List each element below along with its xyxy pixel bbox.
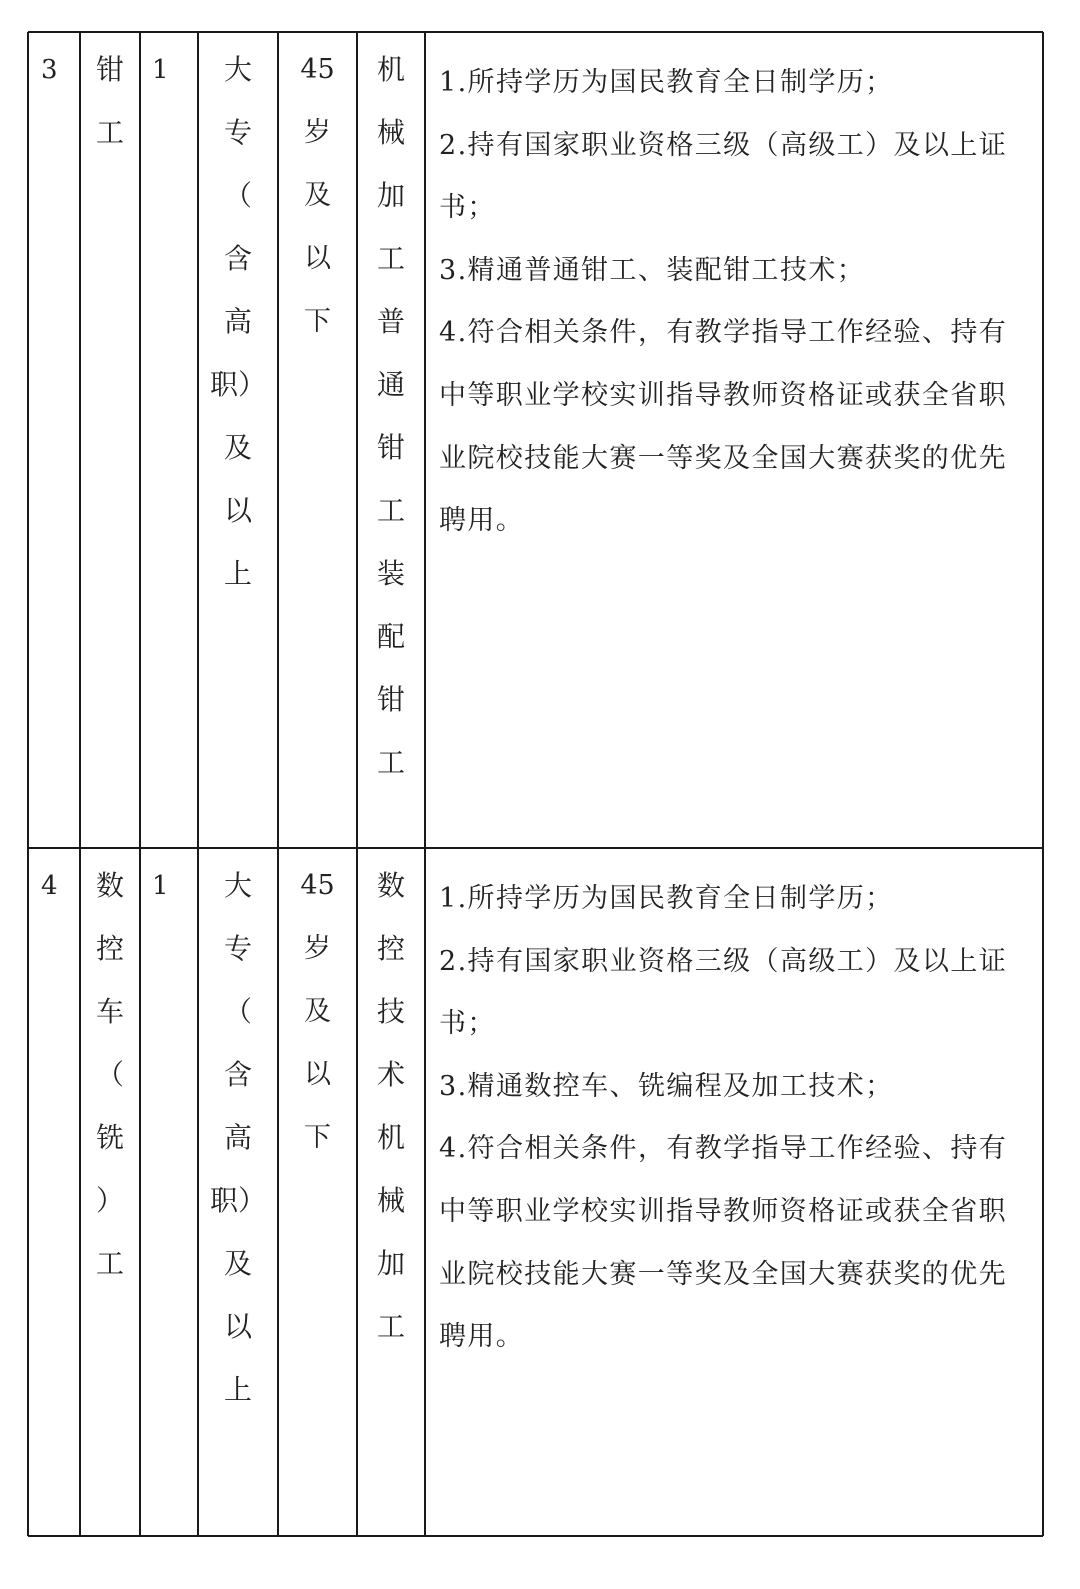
requirement-item: 4.符合相关条件，有教学指导工作经验、持有中等职业学校实训指导教师资格证或获全省职业院校技能大赛一等奖及全国大赛获奖的优先聘用。 xyxy=(439,317,1008,537)
vertical-char: 工 xyxy=(95,116,124,149)
vertical-char: 钳 xyxy=(376,431,405,464)
vertical-char: 配 xyxy=(376,620,405,653)
vertical-char: 钳 xyxy=(95,53,124,86)
vertical-char: 及 xyxy=(223,431,252,464)
vertical-char: （ xyxy=(223,179,252,212)
table-row xyxy=(28,848,1043,1536)
vertical-char: 工 xyxy=(376,494,405,527)
vertical-char: 以 xyxy=(223,494,252,527)
vertical-char: 术 xyxy=(376,1058,405,1091)
requirement-item: 2.持有国家职业资格三级（高级工）及以上证书； xyxy=(439,945,1008,1040)
vertical-char: 控 xyxy=(376,932,405,965)
vertical-char: 铣 xyxy=(95,1121,124,1154)
headcount-cell xyxy=(140,848,198,1536)
vertical-char: 以 xyxy=(304,1059,331,1090)
vertical-char: 械 xyxy=(376,1184,405,1217)
vertical-char: 控 xyxy=(95,932,124,965)
vertical-char: （ xyxy=(223,995,252,1028)
vertical-char: 及 xyxy=(223,1247,252,1280)
vertical-char: 装 xyxy=(376,557,405,590)
position-name xyxy=(80,54,140,180)
vertical-char: 职） xyxy=(209,1184,266,1217)
age-cell xyxy=(278,848,357,1536)
vertical-char: 职） xyxy=(209,368,266,401)
vertical-char: 大 xyxy=(223,869,252,902)
position-name xyxy=(80,870,140,1311)
vertical-char: 机 xyxy=(376,53,405,86)
vertical-char: 高 xyxy=(223,305,252,338)
vertical-char: 数 xyxy=(95,869,124,902)
age-cell xyxy=(278,32,357,848)
vertical-char: 数 xyxy=(376,869,405,902)
vertical-char: 加 xyxy=(376,179,405,212)
vertical-char: 上 xyxy=(223,1373,252,1406)
vertical-char: 车 xyxy=(95,995,124,1028)
serial-number-cell xyxy=(28,848,80,1536)
vertical-char: 上 xyxy=(223,557,252,590)
vertical-char: 下 xyxy=(304,1122,331,1153)
requirement-item: 3.精通普通钳工、装配钳工技术； xyxy=(439,254,866,286)
requirement-item: 2.持有国家职业资格三级（高级工）及以上证书； xyxy=(439,129,1008,224)
education-requirement xyxy=(198,54,278,621)
vertical-char: 含 xyxy=(223,1058,252,1091)
vertical-char: 通 xyxy=(376,368,405,401)
vertical-char: 械 xyxy=(376,116,405,149)
age-limit xyxy=(278,54,357,369)
education-cell xyxy=(198,848,278,1536)
vertical-char: 岁 xyxy=(304,117,331,148)
education-requirement xyxy=(198,870,278,1437)
position-cell xyxy=(80,32,140,848)
requirements-cell xyxy=(425,848,1043,1536)
vertical-char: 工 xyxy=(376,1310,405,1343)
vertical-char: 高 xyxy=(223,1121,252,1154)
major-field xyxy=(357,870,425,1374)
vertical-char: 45 xyxy=(300,870,335,901)
vertical-char: 机 xyxy=(376,1121,405,1154)
age-limit xyxy=(278,870,357,1185)
headcount-cell xyxy=(140,32,198,848)
major-cell xyxy=(357,848,425,1536)
requirement-item: 4.符合相关条件，有教学指导工作经验、持有中等职业学校实训指导教师资格证或获全省职业院校技能大赛一等奖及全国大赛获奖的优先聘用。 xyxy=(439,1133,1008,1353)
serial-number: 3 xyxy=(41,55,58,85)
vertical-char: 钳 xyxy=(376,683,405,716)
major-cell xyxy=(357,32,425,848)
requirements-list xyxy=(439,868,1031,1369)
table-row xyxy=(28,32,1043,848)
vertical-char: 45 xyxy=(300,54,335,85)
vertical-char: 下 xyxy=(304,306,331,337)
requirement-item: 1.所持学历为国民教育全日制学历； xyxy=(439,67,894,98)
vertical-char: 以 xyxy=(223,1310,252,1343)
vertical-char: 岁 xyxy=(304,933,331,964)
vertical-char: ） xyxy=(95,1184,124,1217)
requirement-item: 3.精通数控车、铣编程及加工技术； xyxy=(439,1070,894,1102)
vertical-char: 加 xyxy=(376,1247,405,1280)
major-field xyxy=(357,54,425,810)
vertical-char: （ xyxy=(95,1058,124,1091)
requirements-list xyxy=(439,52,1031,553)
serial-number: 4 xyxy=(41,871,58,901)
headcount: 1 xyxy=(152,871,169,901)
vertical-char: 及 xyxy=(304,996,331,1027)
position-cell xyxy=(80,848,140,1536)
vertical-char: 专 xyxy=(223,932,252,965)
vertical-char: 以 xyxy=(304,243,331,274)
requirements-cell xyxy=(425,32,1043,848)
vertical-char: 及 xyxy=(304,180,331,211)
requirement-item: 1.所持学历为国民教育全日制学历； xyxy=(439,883,894,914)
education-cell xyxy=(198,32,278,848)
vertical-char: 专 xyxy=(223,116,252,149)
vertical-char: 普 xyxy=(376,305,405,338)
vertical-char: 工 xyxy=(376,242,405,275)
vertical-char: 工 xyxy=(95,1247,124,1280)
vertical-char: 含 xyxy=(223,242,252,275)
serial-number-cell xyxy=(28,32,80,848)
vertical-char: 大 xyxy=(223,53,252,86)
vertical-char: 技 xyxy=(376,995,405,1028)
vertical-char: 工 xyxy=(376,746,405,779)
headcount: 1 xyxy=(152,55,169,85)
